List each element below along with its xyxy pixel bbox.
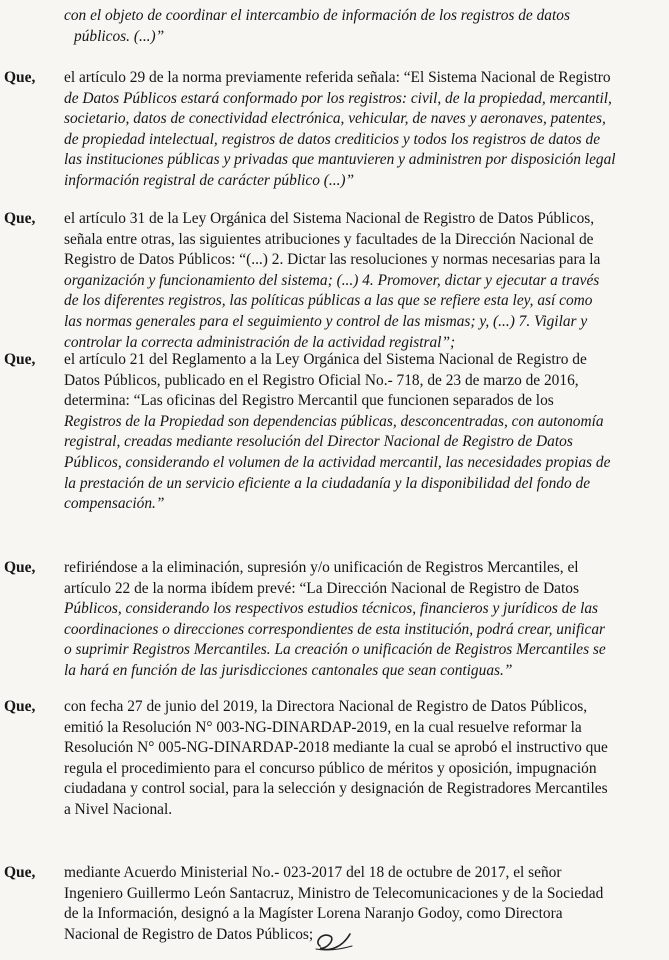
paragraph-line: Públicos, considerando el volumen de la actividad mercantil, las necesidades propias de: [64, 453, 611, 471]
paragraph-line: ciudadana y control social, para la selección y designación de Registradores Mercantiles: [64, 780, 608, 798]
paragraph-line: mediante Acuerdo Ministerial No.- 023-2017 del 18 de octubre de 2017, el señor: [64, 864, 562, 881]
paragraph-line: regula el procedimiento para el concurso público de méritos y oposición, impugnación: [64, 759, 597, 777]
paragraph-line: señala entre otras, las siguientes atribuciones y facultades de la Dirección Nacional de: [64, 230, 594, 248]
paragraph-line: compensación.”: [64, 495, 165, 513]
paragraph-line: controlar la correcta administración de la actividad registral”;: [64, 333, 456, 351]
paragraph-line: Resolución N° 005-NG-DINARDAP-2018 mediante la cual se aprobó el instructivo que: [64, 739, 608, 757]
paragraph-lead: Que,: [4, 69, 36, 86]
paragraph-text: [64, 350, 659, 515]
paragraph-line: Registros de la Propiedad son dependencias públicas, desconcentradas, con autonomía: [64, 412, 604, 430]
paragraph-line: con fecha 27 de junio del 2019, la Directora Nacional de Registro de Datos Públicos,: [64, 698, 588, 715]
paragraph-line: información registral de carácter público (...)”: [64, 171, 355, 189]
paragraph-line: de propiedad intelectual, registros de datos crediticios y todos los registros de datos de: [64, 130, 601, 148]
paragraph-text: [64, 697, 659, 821]
paragraph-line: determina: “Las oficinas del Registro Mercantil que funcionen separados de los: [64, 392, 554, 410]
paragraph-text: [64, 558, 659, 682]
paragraph-line: la hará en función de las jurisdicciones cantonales que sean contiguas.”: [64, 661, 513, 679]
paragraph-line: a Nivel Nacional.: [64, 800, 173, 818]
paragraph-line: artículo 22 de la norma ibídem prevé: “La Dirección Nacional de Registro de Datos: [64, 579, 579, 597]
paragraph-text: [64, 209, 659, 353]
paragraph-line: las instituciones públicas y privadas que mantuvieren y administren por disposición legal: [64, 151, 616, 169]
paragraph-line: societario, datos de conectividad electrónica, vehicular, de naves y aeronaves, patentes,: [64, 110, 606, 128]
intro-line: con el objeto de coordinar el intercambio de información de los registros de datos: [64, 7, 570, 24]
paragraph-line: de los diferentes registros, las políticas públicas a las que se refiere esta ley, así como: [64, 292, 593, 310]
paragraph-line: Ingeniero Guillermo León Santacruz, Ministro de Telecomunicaciones y de la Sociedad: [64, 884, 604, 902]
paragraph-line: Registro de Datos Públicos: “(...) 2. Dictar las resoluciones y normas necesarias para la: [64, 251, 601, 269]
paragraph-line: el artículo 21 del Reglamento a la Ley Orgánica del Sistema Nacional de Registro de: [64, 351, 587, 368]
paragraph-line: el artículo 31 de la Ley Orgánica del Sistema Nacional de Registro de Datos Públicos,: [64, 210, 595, 227]
paragraph-line: las normas generales para el seguimiento y control de las mismas; y, (...) 7. Vigilar y: [64, 312, 588, 330]
paragraph-line: coordinaciones o direcciones correspondientes de esta institución, podrá crear, unificar: [64, 620, 606, 638]
paragraph-lead: Que,: [4, 559, 36, 576]
paragraph-text: [64, 863, 659, 945]
paragraph-line: Nacional de Registro de Datos Públicos;: [64, 925, 314, 943]
paragraph-text: [64, 68, 659, 192]
paragraph-line: Públicos, considerando los respectivos estudios técnicos, financieros y jurídicos de las: [64, 600, 599, 618]
paragraph-lead: Que,: [4, 864, 36, 881]
paragraph-line: registral, creadas mediante resolución del Director Nacional de Registro de Datos: [64, 433, 573, 451]
paragraph-lead: Que,: [4, 210, 36, 227]
paragraph-line: de Datos Públicos estará conformado por los registros: civil, de la propiedad, mercantil,: [64, 89, 612, 107]
paragraph-line: emitió la Resolución N° 003-NG-DINARDAP-2019, en la cual resuelve reformar la: [64, 718, 582, 736]
intro-line: públicos. (...)”: [74, 27, 165, 45]
paragraph-line: Datos Públicos, publicado en el Registro Oficial No.- 718, de 23 de marzo de 2016,: [64, 371, 579, 389]
signature-initial-icon: [312, 928, 356, 954]
paragraph-line: organización y funcionamiento del sistema; (...) 4. Promover, dictar y ejecutar a través: [64, 271, 600, 289]
paragraph-line: de la Información, designó a la Magíster Lorena Naranjo Godoy, como Directora: [64, 905, 563, 923]
paragraph-lead: Que,: [4, 351, 36, 368]
paragraph-line: el artículo 29 de la norma previamente referida señala: “El Sistema Nacional de Registro: [64, 69, 611, 86]
paragraph-line: o suprimir Registros Mercantiles. La creación o unificación de Registros Mercantiles se: [64, 641, 606, 659]
paragraph-line: refiriéndose a la eliminación, supresión y/o unificación de Registros Mercantiles, el: [64, 559, 579, 576]
paragraph-line: la prestación de un servicio eficiente a la ciudadanía y la disponibilidad del fondo de: [64, 474, 591, 492]
intro-quote: [64, 6, 659, 47]
paragraph-lead: Que,: [4, 698, 36, 715]
